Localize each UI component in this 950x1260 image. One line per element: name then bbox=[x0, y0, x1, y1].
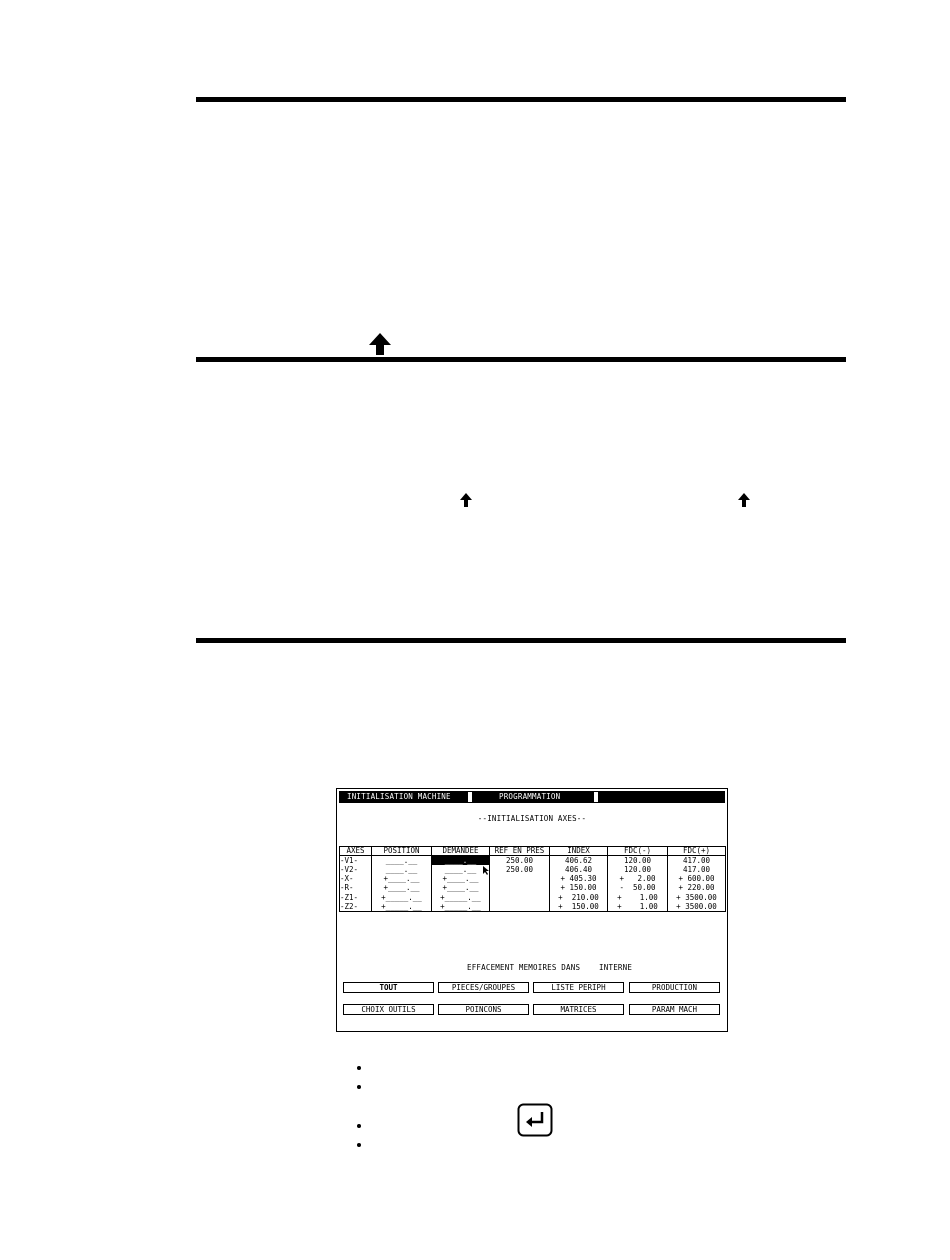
enter-key-icon bbox=[517, 1103, 553, 1137]
bullet bbox=[357, 1085, 361, 1089]
fdc-minus-value: + 2.00 bbox=[608, 874, 668, 883]
column-header: REF EN PRES bbox=[490, 847, 550, 856]
demandee-field[interactable]: ____.__ bbox=[432, 856, 490, 866]
mouse-pointer-icon bbox=[483, 866, 490, 875]
ref-value bbox=[490, 893, 550, 902]
column-header: FDC(-) bbox=[608, 847, 668, 856]
param-mach-button[interactable]: PARAM MACH bbox=[629, 1004, 720, 1015]
demandee-field[interactable]: +_____.__ bbox=[432, 893, 490, 902]
position-field[interactable]: +_____.__ bbox=[372, 893, 432, 902]
ref-value: 250.00 bbox=[490, 856, 550, 866]
demandee-field[interactable]: +____.__ bbox=[432, 884, 490, 893]
position-field[interactable]: +_____.__ bbox=[372, 902, 432, 912]
column-header: DEMANDEE bbox=[432, 847, 490, 856]
position-field[interactable]: +____.__ bbox=[372, 874, 432, 883]
fdc-plus-value: 417.00 bbox=[668, 856, 726, 866]
effacement-line bbox=[467, 964, 632, 972]
title-bar bbox=[339, 791, 725, 803]
table-row bbox=[340, 865, 726, 874]
arrow-up-bold-icon bbox=[368, 332, 392, 356]
axis-label: -Z2- bbox=[340, 902, 372, 912]
fdc-minus-value: + 1.00 bbox=[608, 902, 668, 912]
fdc-plus-value: + 220.00 bbox=[668, 884, 726, 893]
choix-outils-button[interactable]: CHOIX OUTILS bbox=[343, 1004, 434, 1015]
table-header-row bbox=[340, 847, 726, 856]
index-value: 406.62 bbox=[550, 856, 608, 866]
demandee-field[interactable]: ____.__ bbox=[432, 865, 490, 874]
tab-initialisation-machine[interactable]: INITIALISATION MACHINE bbox=[347, 792, 451, 801]
column-header: FDC(+) bbox=[668, 847, 726, 856]
ref-value bbox=[490, 902, 550, 912]
fdc-minus-value: 120.00 bbox=[608, 865, 668, 874]
index-value: + 210.00 bbox=[550, 893, 608, 902]
position-field[interactable]: +____.__ bbox=[372, 884, 432, 893]
fdc-plus-value: + 3500.00 bbox=[668, 893, 726, 902]
table-row bbox=[340, 902, 726, 912]
fdc-minus-value: 120.00 bbox=[608, 856, 668, 866]
section-rule-top bbox=[196, 97, 846, 102]
index-value: + 150.00 bbox=[550, 902, 608, 912]
column-header: AXES bbox=[340, 847, 372, 856]
demandee-field[interactable]: +____.__ bbox=[432, 874, 490, 883]
column-header: INDEX bbox=[550, 847, 608, 856]
index-value: + 405.30 bbox=[550, 874, 608, 883]
position-field[interactable]: ____.__ bbox=[372, 865, 432, 874]
tab-separator bbox=[594, 792, 598, 802]
arrow-up-icon bbox=[737, 492, 751, 508]
axis-label: -V1- bbox=[340, 856, 372, 866]
tout-button[interactable]: TOUT bbox=[343, 982, 434, 993]
pieces-groupes-button[interactable]: PIECES/GROUPES bbox=[438, 982, 529, 993]
axis-label: -X- bbox=[340, 874, 372, 883]
index-value: + 150.00 bbox=[550, 884, 608, 893]
table-row bbox=[340, 874, 726, 883]
demandee-field[interactable]: +_____.__ bbox=[432, 902, 490, 912]
tab-separator bbox=[468, 792, 472, 802]
machine-screen bbox=[336, 788, 728, 1032]
section-rule-bottom bbox=[196, 638, 846, 643]
bullet bbox=[357, 1066, 361, 1070]
table-row bbox=[340, 884, 726, 893]
screen-subtitle: --INITIALISATION AXES-- bbox=[477, 814, 587, 823]
arrow-up-icon bbox=[459, 492, 473, 508]
axes-table bbox=[339, 846, 726, 912]
matrices-button[interactable]: MATRICES bbox=[533, 1004, 624, 1015]
bullet bbox=[357, 1143, 361, 1147]
table-row bbox=[340, 893, 726, 902]
column-header: POSITION bbox=[372, 847, 432, 856]
fdc-plus-value: 417.00 bbox=[668, 865, 726, 874]
fdc-minus-value: + 1.00 bbox=[608, 893, 668, 902]
liste-periph-button[interactable]: LISTE PERIPH bbox=[533, 982, 624, 993]
ref-value bbox=[490, 884, 550, 893]
fdc-plus-value: + 3500.00 bbox=[668, 902, 726, 912]
axis-label: -Z1- bbox=[340, 893, 372, 902]
fdc-plus-value: + 600.00 bbox=[668, 874, 726, 883]
poincons-button[interactable]: POINCONS bbox=[438, 1004, 529, 1015]
effacement-target[interactable]: INTERNE bbox=[599, 963, 633, 972]
tab-programmation[interactable]: PROGRAMMATION bbox=[499, 792, 561, 801]
production-button[interactable]: PRODUCTION bbox=[629, 982, 720, 993]
index-value: 406.40 bbox=[550, 865, 608, 874]
axis-label: -V2- bbox=[340, 865, 372, 874]
section-rule-middle bbox=[196, 357, 846, 362]
ref-value: 250.00 bbox=[490, 865, 550, 874]
bullet bbox=[357, 1124, 361, 1128]
table-row bbox=[340, 856, 726, 866]
position-field[interactable]: ____.__ bbox=[372, 856, 432, 866]
fdc-minus-value: - 50.00 bbox=[608, 884, 668, 893]
ref-value bbox=[490, 874, 550, 883]
axis-label: -R- bbox=[340, 884, 372, 893]
effacement-label: EFFACEMENT MEMOIRES DANS bbox=[467, 963, 581, 972]
